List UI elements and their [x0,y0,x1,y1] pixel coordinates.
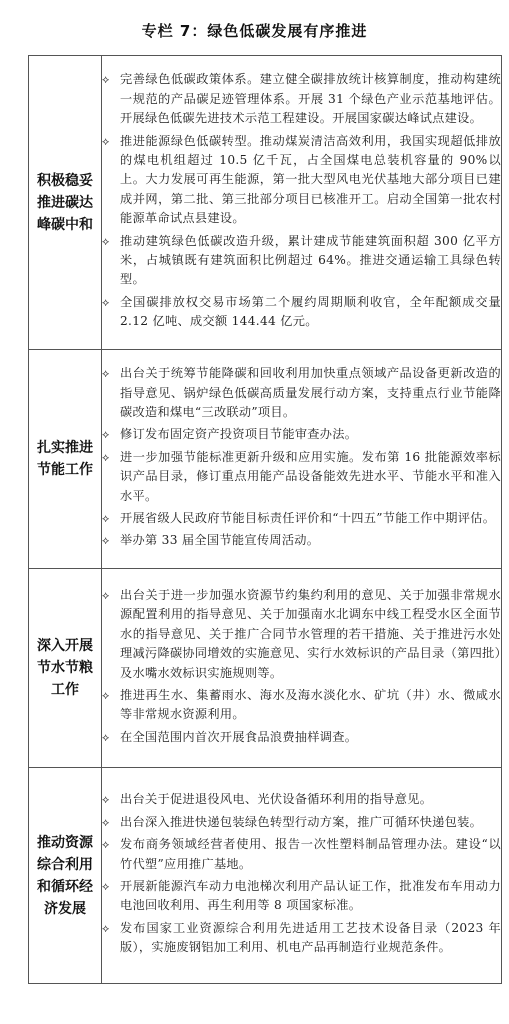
list-item-text: 推动建筑绿色低碳改造升级，累计建成节能建筑面积超 300 亿平方米，占城镇既有建筑面积比例超过 64%。推进交通运输工具绿色转型。 [120,233,501,287]
diamond-bullet-icon: ⟡ [102,134,110,148]
diamond-bullet-icon: ⟡ [102,688,110,702]
diamond-bullet-icon: ⟡ [102,815,110,829]
diamond-bullet-icon: ⟡ [102,367,110,381]
section-items-cell [102,768,502,984]
diamond-bullet-icon: ⟡ [102,588,110,602]
list-item-text: 完善绿色低碳政策体系。建立健全碳排放统计核算制度，推动构建统一规范的产品碳足迹管理体系。开展 31 个绿色产业示范基地评估。开展绿色低碳先进技术示范工程建设。开展国家碳达峰试点建设。 [120,72,501,126]
list-item-text: 发布国家工业资源综合利用先进适用工艺技术设备目录（2023 年版），实施废钢铝加工利用、机电产品再制造行业规范条件。 [120,920,501,955]
diamond-bullet-icon: ⟡ [102,234,110,248]
list-item-text: 出台深入推进快递包装绿色转型行动方案，推广可循环快递包装。 [120,814,483,829]
list-item-text: 出台关于统筹节能降碳和回收利用加快重点领域产品设备更新改造的指导意见、锅炉绿色低碳高质量发展行动方案，支持重点行业节能降碳改造和煤电“三改联动”项目。 [120,366,501,419]
section-row [29,569,502,768]
list-item [102,813,501,832]
list-item [102,293,501,332]
page-title: 专栏 7：绿色低碳发展有序推进 [141,22,368,40]
list-item [102,686,501,725]
list-item-text: 开展新能源汽车动力电池梯次利用产品认证工作，批准发布车用动力电池回收利用、再生利用等 8 项国家标准。 [120,879,501,913]
list-item-text: 出台关于促进退役风电、光伏设备循环利用的指导意见。 [120,792,433,807]
list-item-text: 出台关于进一步加强水资源节约集约利用的意见、关于加强非常规水源配置利用的指导意见、关于加强南水北调东中线工程受水区全面节水的指导意见、关于推广合同节水管理的若干措施、关于推进污水处理减污降碳协同增效的实施意见、实行水效标识的产品目录（第四批）及水嘴水效标识实施规则等。 [120,587,502,680]
diamond-bullet-icon: ⟡ [102,512,110,526]
section-label: 深入开展 节水节粮 工作 [37,638,93,698]
diamond-bullet-icon: ⟡ [102,295,110,309]
list-item-text: 举办第 33 届全国节能宣传周活动。 [120,533,320,548]
list-item [102,586,501,683]
section-row [29,56,502,350]
list-item [102,531,501,550]
list-item [102,364,501,422]
diamond-bullet-icon: ⟡ [102,428,110,442]
content-table [28,55,502,984]
section-label: 扎实推进 节能工作 [37,440,93,478]
list-item [102,877,501,916]
list-item-text: 进一步加强节能标准更新升级和应用实施。发布第 16 批能源效率标识产品目录，修订重点用能产品设备能效先进水平、节能水平和准入水平。 [120,449,501,503]
section-items-cell [102,56,502,350]
list-item-text: 推进能源绿色低碳转型。推动煤炭清洁高效利用，我国实现超低排放的煤电机组超过 10.5 亿千瓦，占全国煤电总装机容量的 90%以上。大力发展可再生能源，第一批大型风电光伏基地大部分项目已建成并网，第二批、第三批部分项目已核准开工。启动全国第一批农村能源革命试点县建设。 [120,133,501,226]
section-label-cell [29,569,102,768]
diamond-bullet-icon: ⟡ [102,880,110,893]
section-label: 推动资源 综合利用 和循环经 济发展 [37,834,93,917]
list-item [102,835,501,874]
diamond-bullet-icon: ⟡ [102,450,110,464]
list-item [102,919,501,958]
list-item-text: 修订发布固定资产投资项目节能审查办法。 [120,427,358,442]
list-item [102,425,501,444]
diamond-bullet-icon: ⟡ [102,73,110,87]
section-row [29,350,502,569]
list-item [102,509,501,528]
list-item-text: 在全国范围内首次开展食品浪费抽样调查。 [120,729,358,744]
section-items-cell [102,350,502,569]
list-item-text: 全国碳排放权交易市场第二个履约周期顺利收官，全年配额成交量 2.12 亿吨、成交额 144.44 亿元。 [120,294,501,329]
list-item [102,728,501,747]
section-label: 积极稳妥 推进碳达 峰碳中和 [37,172,93,233]
list-item-text: 开展省级人民政府节能目标责任评价和“十四五”节能工作中期评估。 [120,511,496,526]
diamond-bullet-icon: ⟡ [102,534,110,548]
section-items-cell [102,569,502,768]
diamond-bullet-icon: ⟡ [102,838,110,852]
list-item [102,448,501,506]
list-item [102,232,501,290]
diamond-bullet-icon: ⟡ [102,793,110,807]
list-item-text: 推进再生水、集蓄雨水、海水及海水淡化水、矿坑（井）水、微咸水等非常规水资源利用。 [120,687,501,722]
list-item-text: 发布商务领域经营者使用、报告一次性塑料制品管理办法。建设“以竹代塑”应用推广基地。 [120,837,501,871]
section-label-cell [29,350,102,569]
list-item [102,132,501,229]
diamond-bullet-icon: ⟡ [102,730,110,744]
list-item [102,790,501,809]
section-row [29,768,502,984]
list-item [102,70,501,128]
section-label-cell [29,56,102,350]
section-label-cell [29,768,102,984]
diamond-bullet-icon: ⟡ [102,921,110,935]
